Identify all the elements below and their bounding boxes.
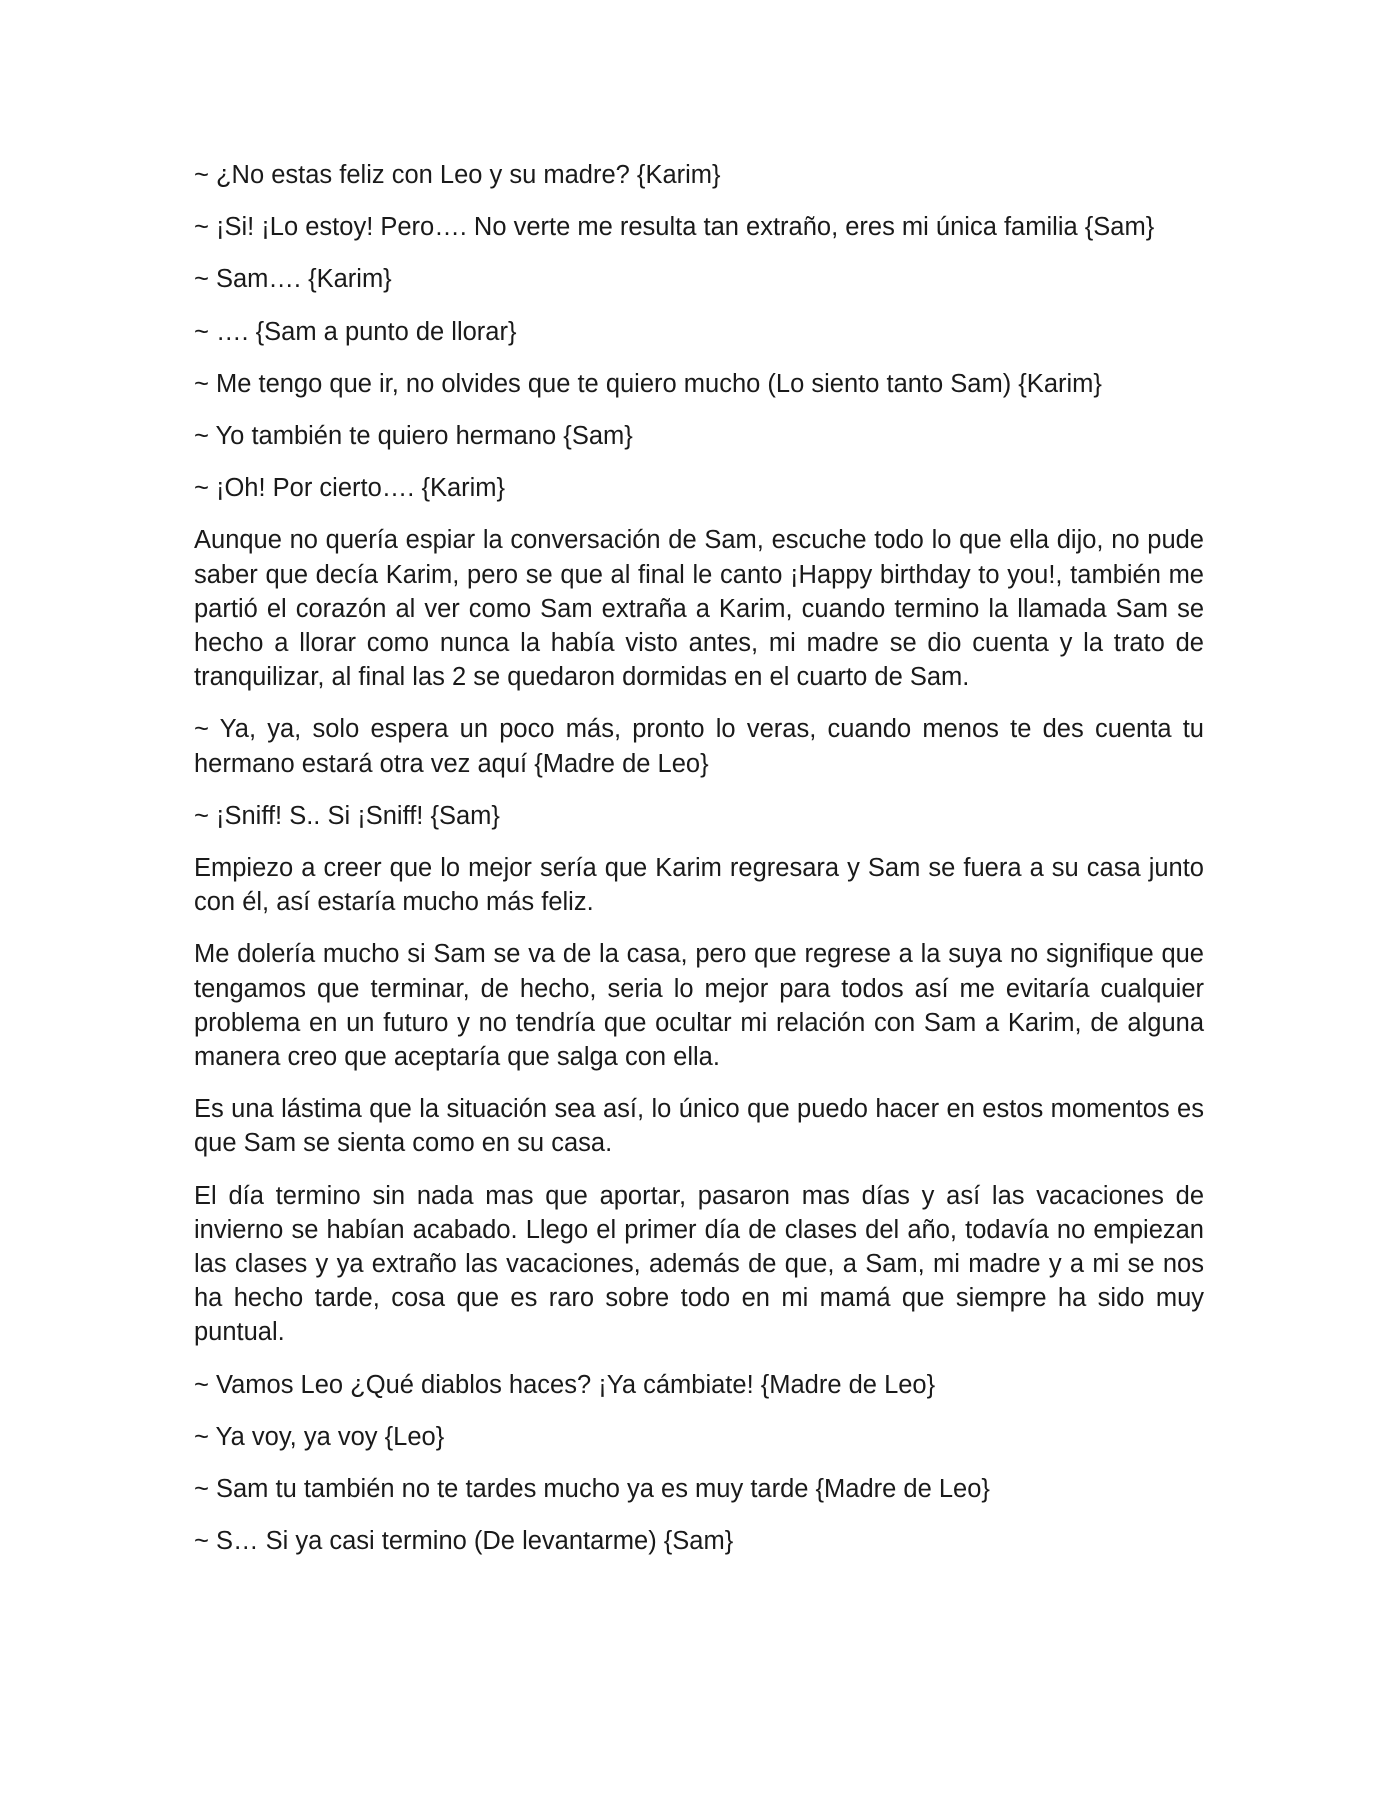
dialogue-line: ~ ¿No estas feliz con Leo y su madre? {Karim} bbox=[194, 161, 721, 189]
dialogue-line: ~ Ya voy, ya voy {Leo} bbox=[194, 1422, 445, 1451]
narrative-paragraph: El día termino sin nada mas que aportar, pasaron mas días y así las vacaciones de invierno se habían acabado. Llego el primer día de clases del año, todavía no empiezan las clases y ya extraño las vacaciones, además de que, a Sam, mi madre y a mi se nos ha hecho tarde, cosa que es raro sobre todo en mi mamá que siempre ha sido muy puntual. bbox=[194, 1181, 1204, 1347]
dialogue-line: ~ Ya, ya, solo espera un poco más, pronto lo veras, cuando menos te des cuenta tu hermano estará otra vez aquí {Madre de Leo} bbox=[194, 715, 1204, 778]
narrative-paragraph: Es una lástima que la situación sea así, lo único que puedo hacer en estos momentos es que Sam se sienta como en su casa. bbox=[194, 1095, 1204, 1158]
dialogue-line: ~ …. {Sam a punto de llorar} bbox=[194, 317, 517, 346]
dialogue-line: ~ Me tengo que ir, no olvides que te quiero mucho (Lo siento tanto Sam) {Karim} bbox=[194, 369, 1102, 398]
dialogue-line: ~ ¡Sniff! S.. Si ¡Sniff! {Sam} bbox=[194, 801, 500, 830]
dialogue-line: ~ Sam…. {Karim} bbox=[194, 265, 392, 294]
dialogue-line: ~ Sam tu también no te tardes mucho ya es muy tarde {Madre de Leo} bbox=[194, 1475, 990, 1504]
document-page bbox=[194, 158, 1204, 1577]
dialogue-line: ~ Yo también te quiero hermano {Sam} bbox=[194, 422, 633, 451]
narrative-paragraph: Empiezo a creer que lo mejor sería que Karim regresara y Sam se fuera a su casa junto con él, así estaría mucho más feliz. bbox=[194, 854, 1204, 917]
narrative-paragraph: Aunque no quería espiar la conversación de Sam, escuche todo lo que ella dijo, no pude saber que decía Karim, pero se que al final le canto ¡Happy birthday to you!, también me partió el corazón al ver como Sam extraña a Karim, cuando termino la llamada Sam se hecho a llorar como nunca la había visto antes, mi madre se dio cuenta y la trato de tranquilizar, al final las 2 se quedaron dormidas en el cuarto de Sam. bbox=[194, 526, 1204, 692]
dialogue-line: ~ ¡Si! ¡Lo estoy! Pero…. No verte me resulta tan extraño, eres mi única familia {Sam} bbox=[194, 213, 1155, 242]
dialogue-line: ~ ¡Oh! Por cierto…. {Karim} bbox=[194, 474, 506, 503]
dialogue-line: ~ S… Si ya casi termino (De levantarme) {Sam} bbox=[194, 1527, 734, 1556]
dialogue-line: ~ Vamos Leo ¿Qué diablos haces? ¡Ya cámbiate! {Madre de Leo} bbox=[194, 1370, 936, 1399]
narrative-paragraph: Me dolería mucho si Sam se va de la casa, pero que regrese a la suya no signifique que tengamos que terminar, de hecho, seria lo mejor para todos así me evitaría cualquier problema en un futuro y no tendría que ocultar mi relación con Sam a Karim, de alguna manera creo que aceptaría que salga con ella. bbox=[194, 940, 1204, 1072]
